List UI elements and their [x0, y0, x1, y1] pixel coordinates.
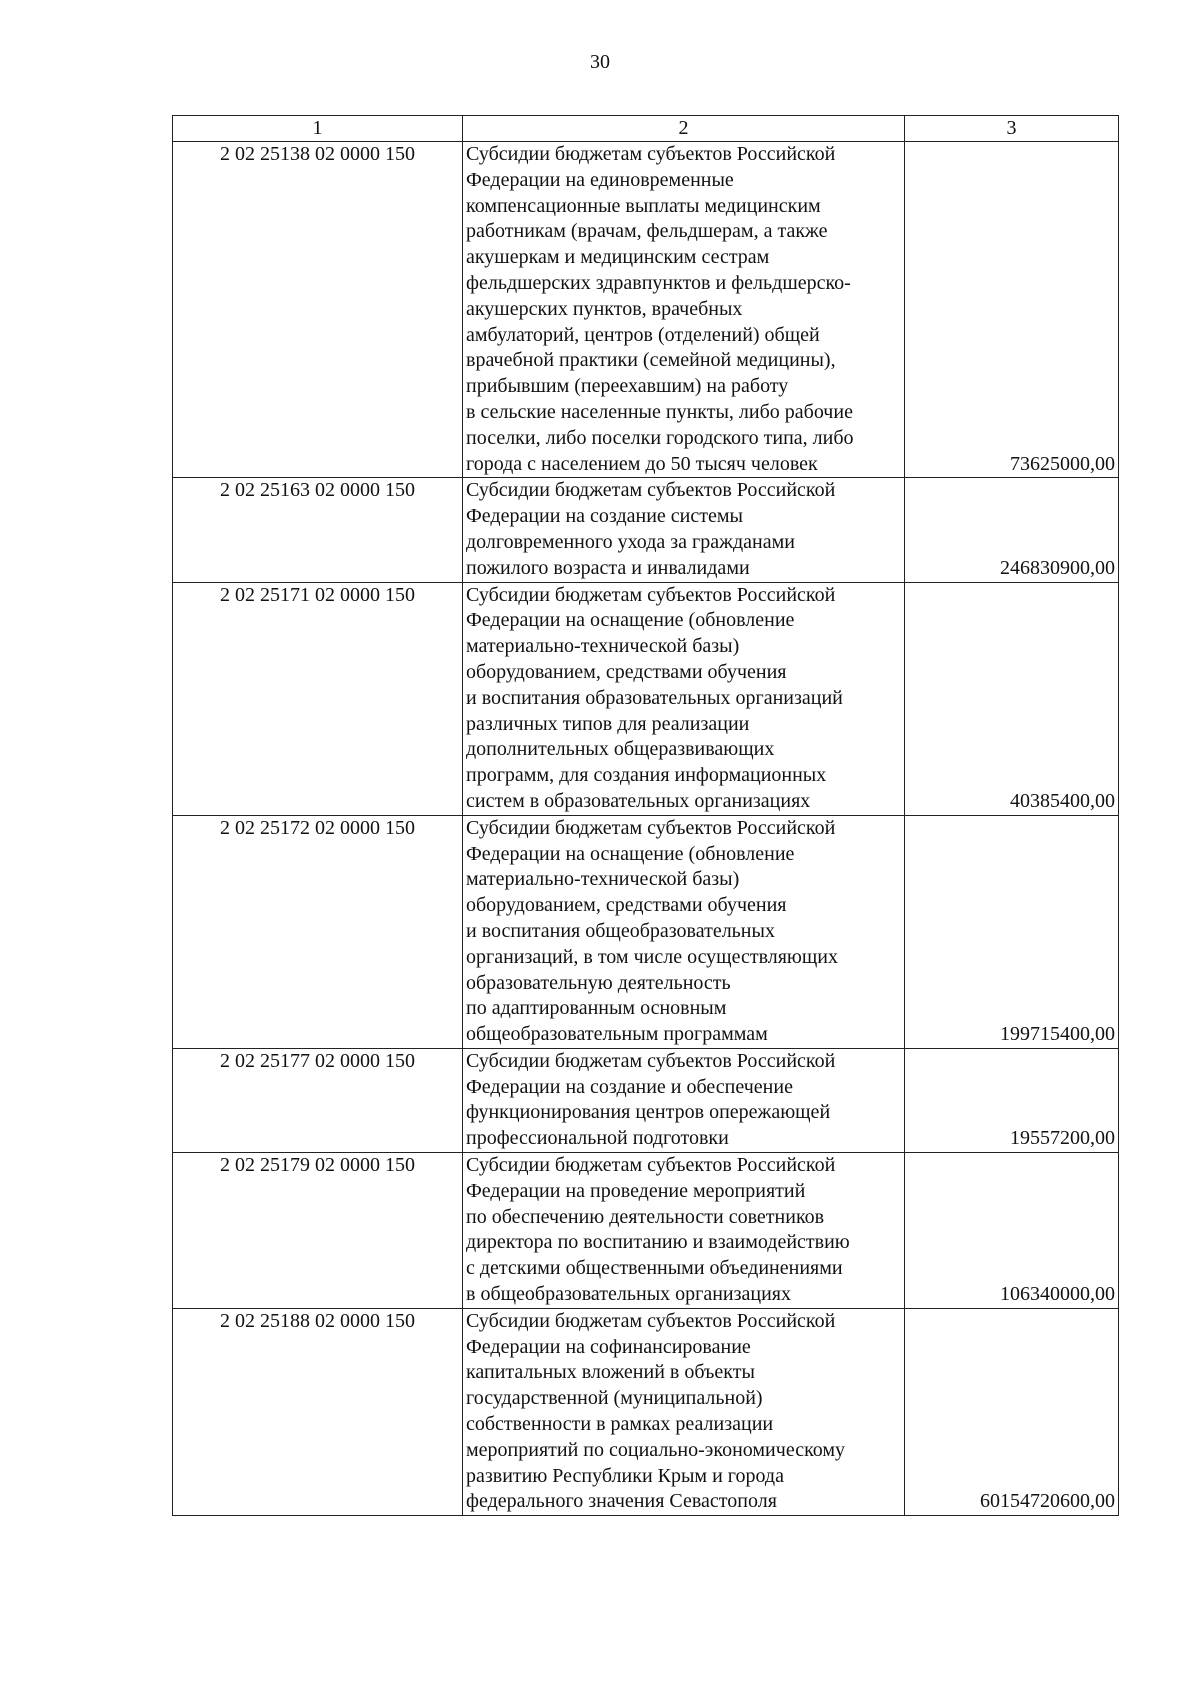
description-line: Федерации на оснащение (обновление [466, 842, 795, 865]
description-cell [463, 478, 905, 582]
revenue-code-cell: 2 02 25188 02 0000 150 [173, 1308, 463, 1515]
amount-cell: 246830900,00 [905, 478, 1119, 582]
description-cell [463, 142, 905, 478]
description-line: врачебной практики (семейной медицины), [466, 349, 836, 372]
description-line: с детскими общественными объединениями [466, 1257, 843, 1280]
description-line: различных типов для реализации [466, 712, 750, 735]
table-row [173, 478, 1119, 582]
description-line: Субсидии бюджетам субъектов Российской [466, 583, 836, 606]
description-line: поселки, либо поселки городского типа, либо [466, 426, 854, 449]
column-header: 3 [905, 116, 1119, 142]
amount-cell: 40385400,00 [905, 582, 1119, 815]
description-line: амбулаторий, центров (отделений) общей [466, 323, 820, 346]
description-line: в сельские населенные пункты, либо рабочие [466, 400, 853, 423]
revenue-code-cell: 2 02 25179 02 0000 150 [173, 1153, 463, 1309]
table-row [173, 1153, 1119, 1309]
table-row [173, 142, 1119, 478]
description-line: города с населением до 50 тысяч человек [466, 452, 818, 475]
description-line: Субсидии бюджетам субъектов Российской [466, 143, 836, 165]
amount-cell: 73625000,00 [905, 142, 1119, 478]
description-line: систем в образовательных организациях [466, 789, 811, 812]
description-line: капитальных вложений в объекты [466, 1361, 755, 1384]
description-cell [463, 1308, 905, 1515]
description-cell [463, 815, 905, 1048]
description-cell [463, 1048, 905, 1152]
description-line: по адаптированным основным [466, 997, 727, 1020]
description-line: общеобразовательным программам [466, 1023, 768, 1046]
table-row [173, 1308, 1119, 1515]
description-line: директора по воспитанию и взаимодействию [466, 1231, 850, 1254]
revenue-code-cell: 2 02 25171 02 0000 150 [173, 582, 463, 815]
amount-cell: 106340000,00 [905, 1153, 1119, 1309]
description-line: работникам (врачам, фельдшерам, а также [466, 220, 828, 243]
description-line: Субсидии бюджетам субъектов Российской [466, 816, 836, 839]
description-line: программ, для создания информационных [466, 764, 827, 787]
description-line: функционирования центров опережающей [466, 1101, 831, 1124]
amount-cell: 60154720600,00 [905, 1308, 1119, 1515]
description-line: профессиональной подготовки [466, 1127, 729, 1150]
description-line: фельдшерских здравпунктов и фельдшерско- [466, 271, 851, 294]
description-line: организаций, в том числе осуществляющих [466, 945, 838, 968]
table-row [173, 815, 1119, 1048]
description-line: Субсидии бюджетам субъектов Российской [466, 1049, 836, 1072]
amount-cell: 199715400,00 [905, 815, 1119, 1048]
description-line: образовательную деятельность [466, 971, 731, 994]
table-row [173, 582, 1119, 815]
description-line: компенсационные выплаты медицинским [466, 194, 821, 217]
table-body [173, 142, 1119, 1516]
description-line: и воспитания образовательных организаций [466, 686, 843, 709]
revenue-code-cell: 2 02 25172 02 0000 150 [173, 815, 463, 1048]
description-line: Федерации на софинансирование [466, 1335, 751, 1358]
description-line: оборудованием, средствами обучения [466, 660, 787, 683]
description-line: долговременного ухода за гражданами [466, 530, 795, 553]
description-line: Федерации на оснащение (обновление [466, 609, 795, 632]
description-cell [463, 1153, 905, 1309]
description-line: материально-технической базы) [466, 868, 740, 891]
description-line: собственности в рамках реализации [466, 1413, 774, 1436]
description-line: акушерских пунктов, врачебных [466, 297, 743, 320]
description-line: по обеспечению деятельности советников [466, 1205, 825, 1228]
description-line: развитию Республики Крым и города [466, 1464, 784, 1487]
revenue-code-cell: 2 02 25138 02 0000 150 [173, 142, 463, 478]
column-header: 2 [463, 116, 905, 142]
revenue-code-cell: 2 02 25177 02 0000 150 [173, 1048, 463, 1152]
description-line: Федерации на создание системы [466, 505, 743, 528]
description-cell [463, 582, 905, 815]
description-line: пожилого возраста и инвалидами [466, 556, 750, 579]
description-line: и воспитания общеобразовательных [466, 919, 775, 942]
table-header-row [173, 116, 1119, 142]
amount-cell: 19557200,00 [905, 1048, 1119, 1152]
description-line: Федерации на единовременные [466, 168, 734, 191]
description-line: материально-технической базы) [466, 635, 740, 658]
description-line: мероприятий по социально-экономическому [466, 1438, 846, 1461]
revenue-code-cell: 2 02 25163 02 0000 150 [173, 478, 463, 582]
budget-table [172, 115, 1119, 1516]
description-line: дополнительных общеразвивающих [466, 738, 775, 761]
description-line: в общеобразовательных организациях [466, 1283, 791, 1306]
description-line: прибывшим (переехавшим) на работу [466, 375, 789, 398]
column-header: 1 [173, 116, 463, 142]
description-line: Федерации на создание и обеспечение [466, 1075, 793, 1098]
description-line: федерального значения Севастополя [466, 1490, 777, 1513]
description-line: акушеркам и медицинским сестрам [466, 246, 770, 269]
description-line: государственной (муниципальной) [466, 1387, 763, 1410]
description-line: оборудованием, средствами обучения [466, 894, 787, 917]
description-line: Субсидии бюджетам субъектов Российской [466, 1309, 836, 1332]
description-line: Субсидии бюджетам субъектов Российской [466, 479, 836, 502]
description-line: Федерации на проведение мероприятий [466, 1179, 806, 1202]
table-row [173, 1048, 1119, 1152]
description-line: Субсидии бюджетам субъектов Российской [466, 1154, 836, 1177]
page-number: 30 [590, 51, 610, 73]
